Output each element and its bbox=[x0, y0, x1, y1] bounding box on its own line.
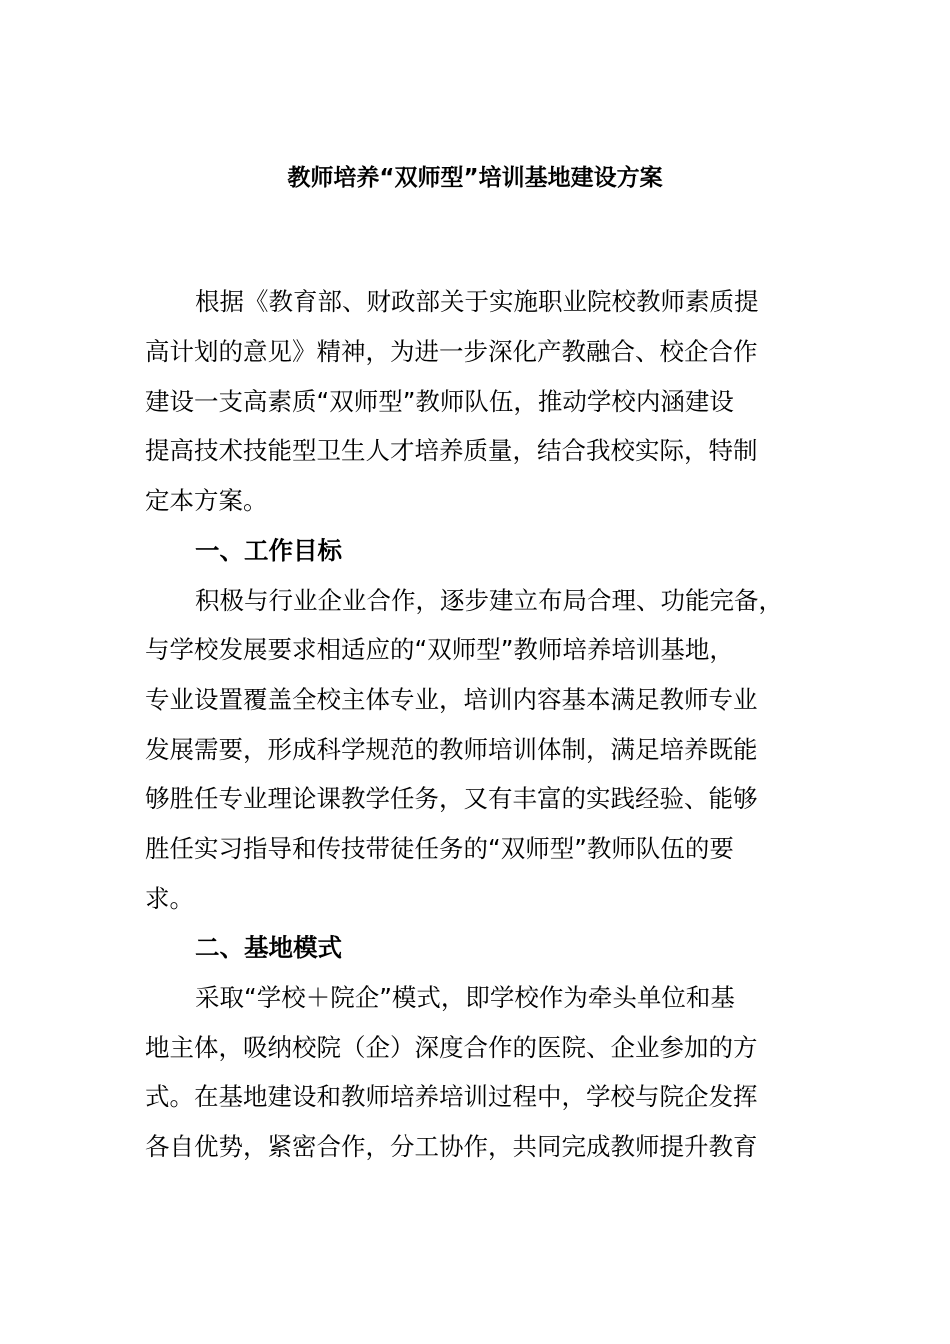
paragraph-line: 胜任实习指导和传技带徒任务的“双师型”教师队伍的要 bbox=[145, 834, 734, 863]
paragraph-line: 积极与行业企业合作，逐步建立布局合理、功能完备， bbox=[195, 586, 783, 615]
paragraph-line: 各自优势，紧密合作，分工协作，共同完成教师提升教育 bbox=[145, 1132, 758, 1161]
section-heading-goals: 一、工作目标 bbox=[195, 536, 342, 565]
document-title: 教师培养“双师型”培训基地建设方案 bbox=[287, 165, 663, 191]
section-heading-model: 二、基地模式 bbox=[195, 933, 342, 962]
paragraph-line: 式。在基地建设和教师培养培训过程中，学校与院企发挥 bbox=[145, 1082, 758, 1111]
paragraph-line: 建设一支高素质“双师型”教师队伍，推动学校内涵建设 bbox=[145, 387, 734, 416]
paragraph-line: 与学校发展要求相适应的“双师型”教师培养培训基地， bbox=[145, 635, 734, 664]
paragraph-line: 定本方案。 bbox=[145, 486, 268, 515]
paragraph-line: 专业设置覆盖全校主体专业，培训内容基本满足教师专业 bbox=[145, 685, 758, 714]
paragraph-line: 根据《教育部、财政部关于实施职业院校教师素质提 bbox=[195, 287, 759, 316]
paragraph-line: 地主体，吸纳校院（企）深度合作的医院、企业参加的方 bbox=[145, 1033, 758, 1062]
paragraph-line: 求。 bbox=[145, 884, 194, 913]
paragraph-line: 采取“学校＋院企”模式，即学校作为牵头单位和基 bbox=[195, 983, 735, 1012]
paragraph-line: 发展需要，形成科学规范的教师培训体制，满足培养既能 bbox=[145, 735, 758, 764]
paragraph-line: 高计划的意见》精神，为进一步深化产教融合、校企合作 bbox=[145, 337, 758, 366]
paragraph-line: 够胜任专业理论课教学任务，又有丰富的实践经验、能够 bbox=[145, 784, 758, 813]
paragraph-line: 提高技术技能型卫生人才培养质量，结合我校实际，特制 bbox=[145, 436, 758, 465]
